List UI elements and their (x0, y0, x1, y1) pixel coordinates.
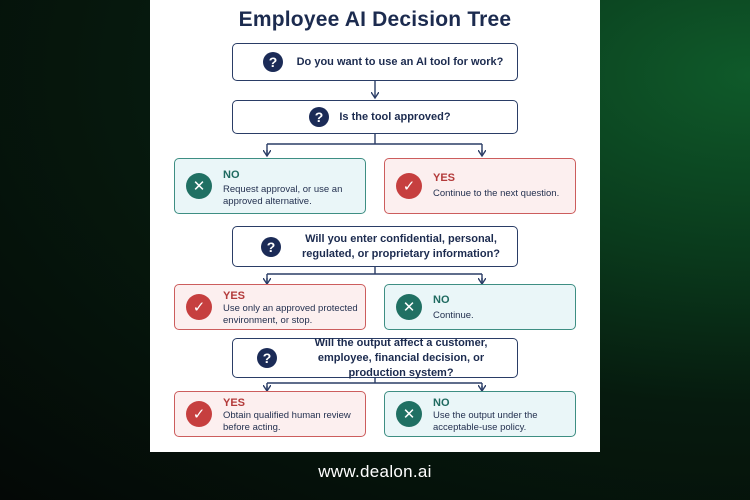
website-url: www.dealon.ai (318, 462, 432, 481)
question-text-4: Will the output affect a customer, employee, financial decision, or production system? (314, 336, 488, 379)
answer-label: NO (223, 169, 240, 181)
answer-label: NO (433, 397, 450, 409)
arrow-q2-split (267, 134, 482, 155)
page-title: Employee AI Decision Tree (238, 8, 512, 31)
question-icon: ? (257, 348, 277, 368)
answer-label: YES (223, 290, 246, 302)
check-icon: ✓ (186, 294, 212, 320)
question-icon: ? (263, 52, 283, 72)
answer-box-q4-yes (174, 391, 366, 437)
question-icon: ? (309, 107, 329, 127)
answer-box-q4-no (384, 391, 576, 437)
answer-text: Use only an approved protected environment, or stop. (223, 303, 358, 326)
answer-box-q2-yes (384, 158, 576, 214)
question-box-3 (232, 226, 518, 267)
answer-text: Obtain qualified human review before acting. (223, 410, 351, 433)
question-box-4 (232, 338, 518, 378)
check-icon: ✓ (396, 173, 422, 199)
cross-icon: ✕ (396, 294, 422, 320)
decision-tree-card (150, 0, 600, 452)
answer-text: Continue to the next question. (433, 188, 560, 199)
cross-icon: ✕ (396, 401, 422, 427)
answer-label: YES (433, 172, 456, 184)
arrow-q3-split (267, 267, 482, 282)
answer-box-q3-yes (174, 284, 366, 330)
question-text-3: Will you enter confidential, personal, regulated, or proprietary information? (301, 232, 501, 260)
answer-text: Continue. (433, 310, 474, 321)
answer-text: Use the output under the acceptable-use policy. (433, 410, 538, 433)
answer-box-q3-no (384, 284, 576, 330)
answer-box-q2-no (174, 158, 366, 214)
question-box-2 (232, 100, 518, 134)
question-text-2: Is the tool approved? (339, 110, 451, 123)
answer-text: Request approval, or use an approved alternative. (223, 184, 343, 207)
question-box-1 (232, 43, 518, 81)
answer-label: NO (433, 294, 450, 306)
question-icon: ? (261, 237, 281, 257)
question-text-1: Do you want to use an AI tool for work? (296, 55, 504, 68)
check-icon: ✓ (186, 401, 212, 427)
cross-icon: ✕ (186, 173, 212, 199)
answer-label: YES (223, 397, 246, 409)
